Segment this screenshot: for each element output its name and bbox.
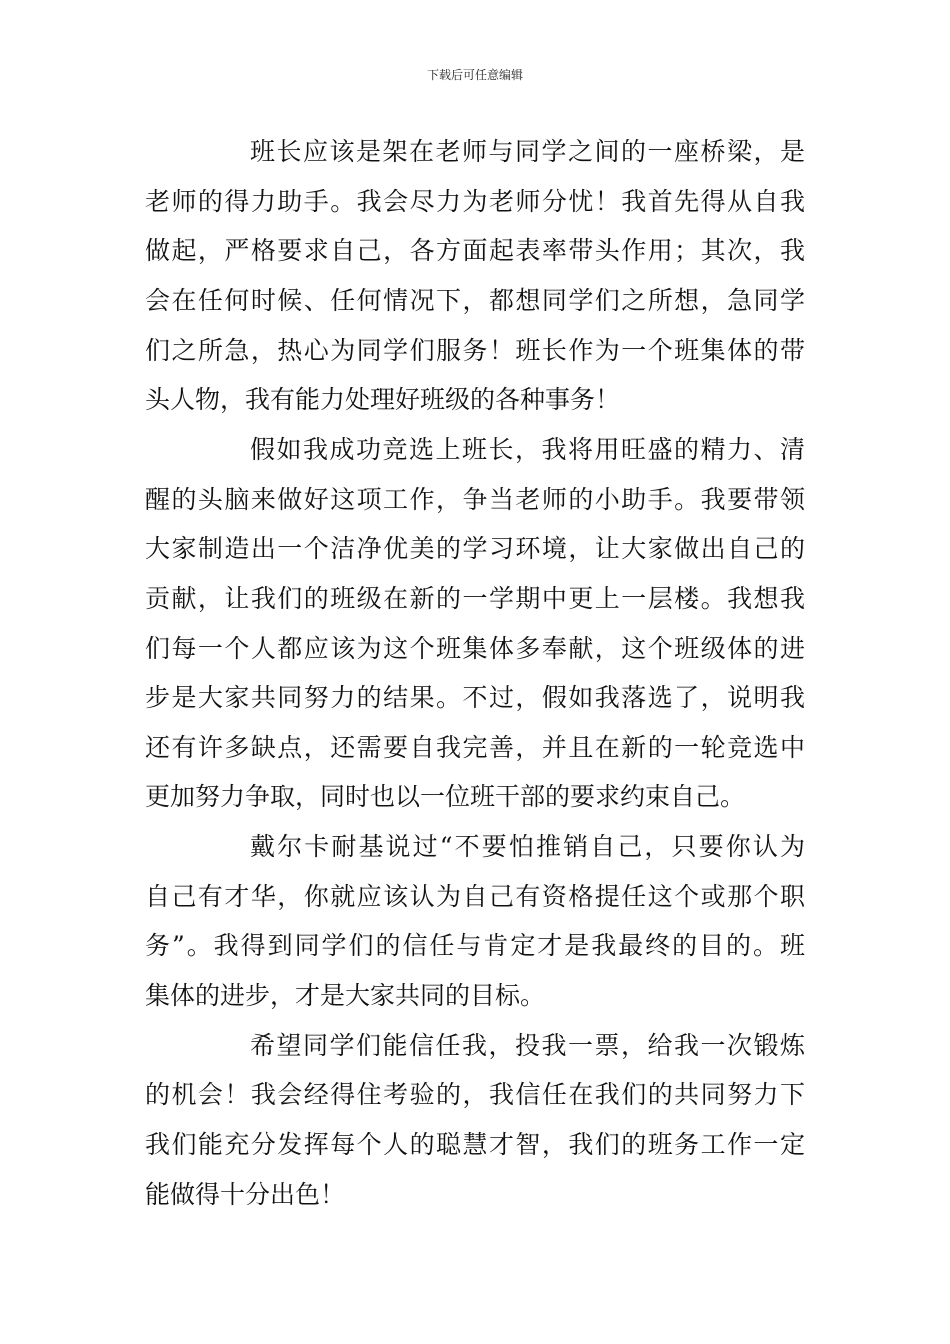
paragraph-2-line-2: 醒的头脑来做好这项工作，争当老师的小助手。我要带领 bbox=[145, 485, 805, 514]
paragraph-2-line-6: 步是大家共同努力的结果。不过，假如我落选了，说明我 bbox=[145, 683, 805, 712]
paragraph-3-line-4: 集体的进步，才是大家共同的目标。 bbox=[145, 981, 546, 1010]
paragraph-2-line-8: 更加努力争取，同时也以一位班干部的要求约束自己。 bbox=[145, 782, 746, 811]
paragraph-1-line-3: 做起，严格要求自己，各方面起表率带头作用；其次，我 bbox=[145, 236, 805, 265]
paragraph-2-line-5: 们每一个人都应该为这个班集体多奉献，这个班级体的进 bbox=[145, 634, 805, 663]
paragraph-2-line-1: 假如我成功竞选上班长，我将用旺盛的精力、清 bbox=[250, 435, 805, 464]
paragraph-2-line-3: 大家制造出一个洁净优美的学习环境，让大家做出自己的 bbox=[145, 534, 805, 563]
paragraph-4-line-1: 希望同学们能信任我，投我一票，给我一次锻炼 bbox=[250, 1031, 805, 1060]
page-header: 下载后可任意编辑 bbox=[426, 68, 523, 82]
paragraph-4-line-4: 能做得十分出色！ bbox=[145, 1180, 346, 1209]
paragraph-1-line-4: 会在任何时候、任何情况下，都想同学们之所想，急同学 bbox=[145, 286, 805, 315]
paragraph-1-line-6: 头人物，我有能力处理好班级的各种事务！ bbox=[145, 385, 621, 414]
paragraph-1-line-2: 老师的得力助手。我会尽力为老师分忧！我首先得从自我 bbox=[145, 187, 805, 216]
paragraph-3-line-1: 戴尔卡耐基说过“不要怕推销自己，只要你认为 bbox=[250, 832, 805, 861]
paragraph-3-line-3: 务”。我得到同学们的信任与肯定才是我最终的目的。班 bbox=[145, 931, 805, 960]
paragraph-4-line-3: 我们能充分发挥每个人的聪慧才智，我们的班务工作一定 bbox=[145, 1130, 805, 1159]
paragraph-2-line-4: 贡献，让我们的班级在新的一学期中更上一层楼。我想我 bbox=[145, 584, 805, 613]
paragraph-2-line-7: 还有许多缺点，还需要自我完善，并且在新的一轮竞选中 bbox=[145, 733, 805, 762]
paragraph-1-line-1: 班长应该是架在老师与同学之间的一座桥梁，是 bbox=[250, 137, 805, 166]
paragraph-3-line-2: 自己有才华，你就应该认为自己有资格提任这个或那个职 bbox=[145, 882, 805, 911]
paragraph-4-line-2: 的机会！我会经得住考验的，我信任在我们的共同努力下 bbox=[145, 1080, 805, 1109]
paragraph-1-line-5: 们之所急，热心为同学们服务！班长作为一个班集体的带 bbox=[145, 336, 805, 365]
